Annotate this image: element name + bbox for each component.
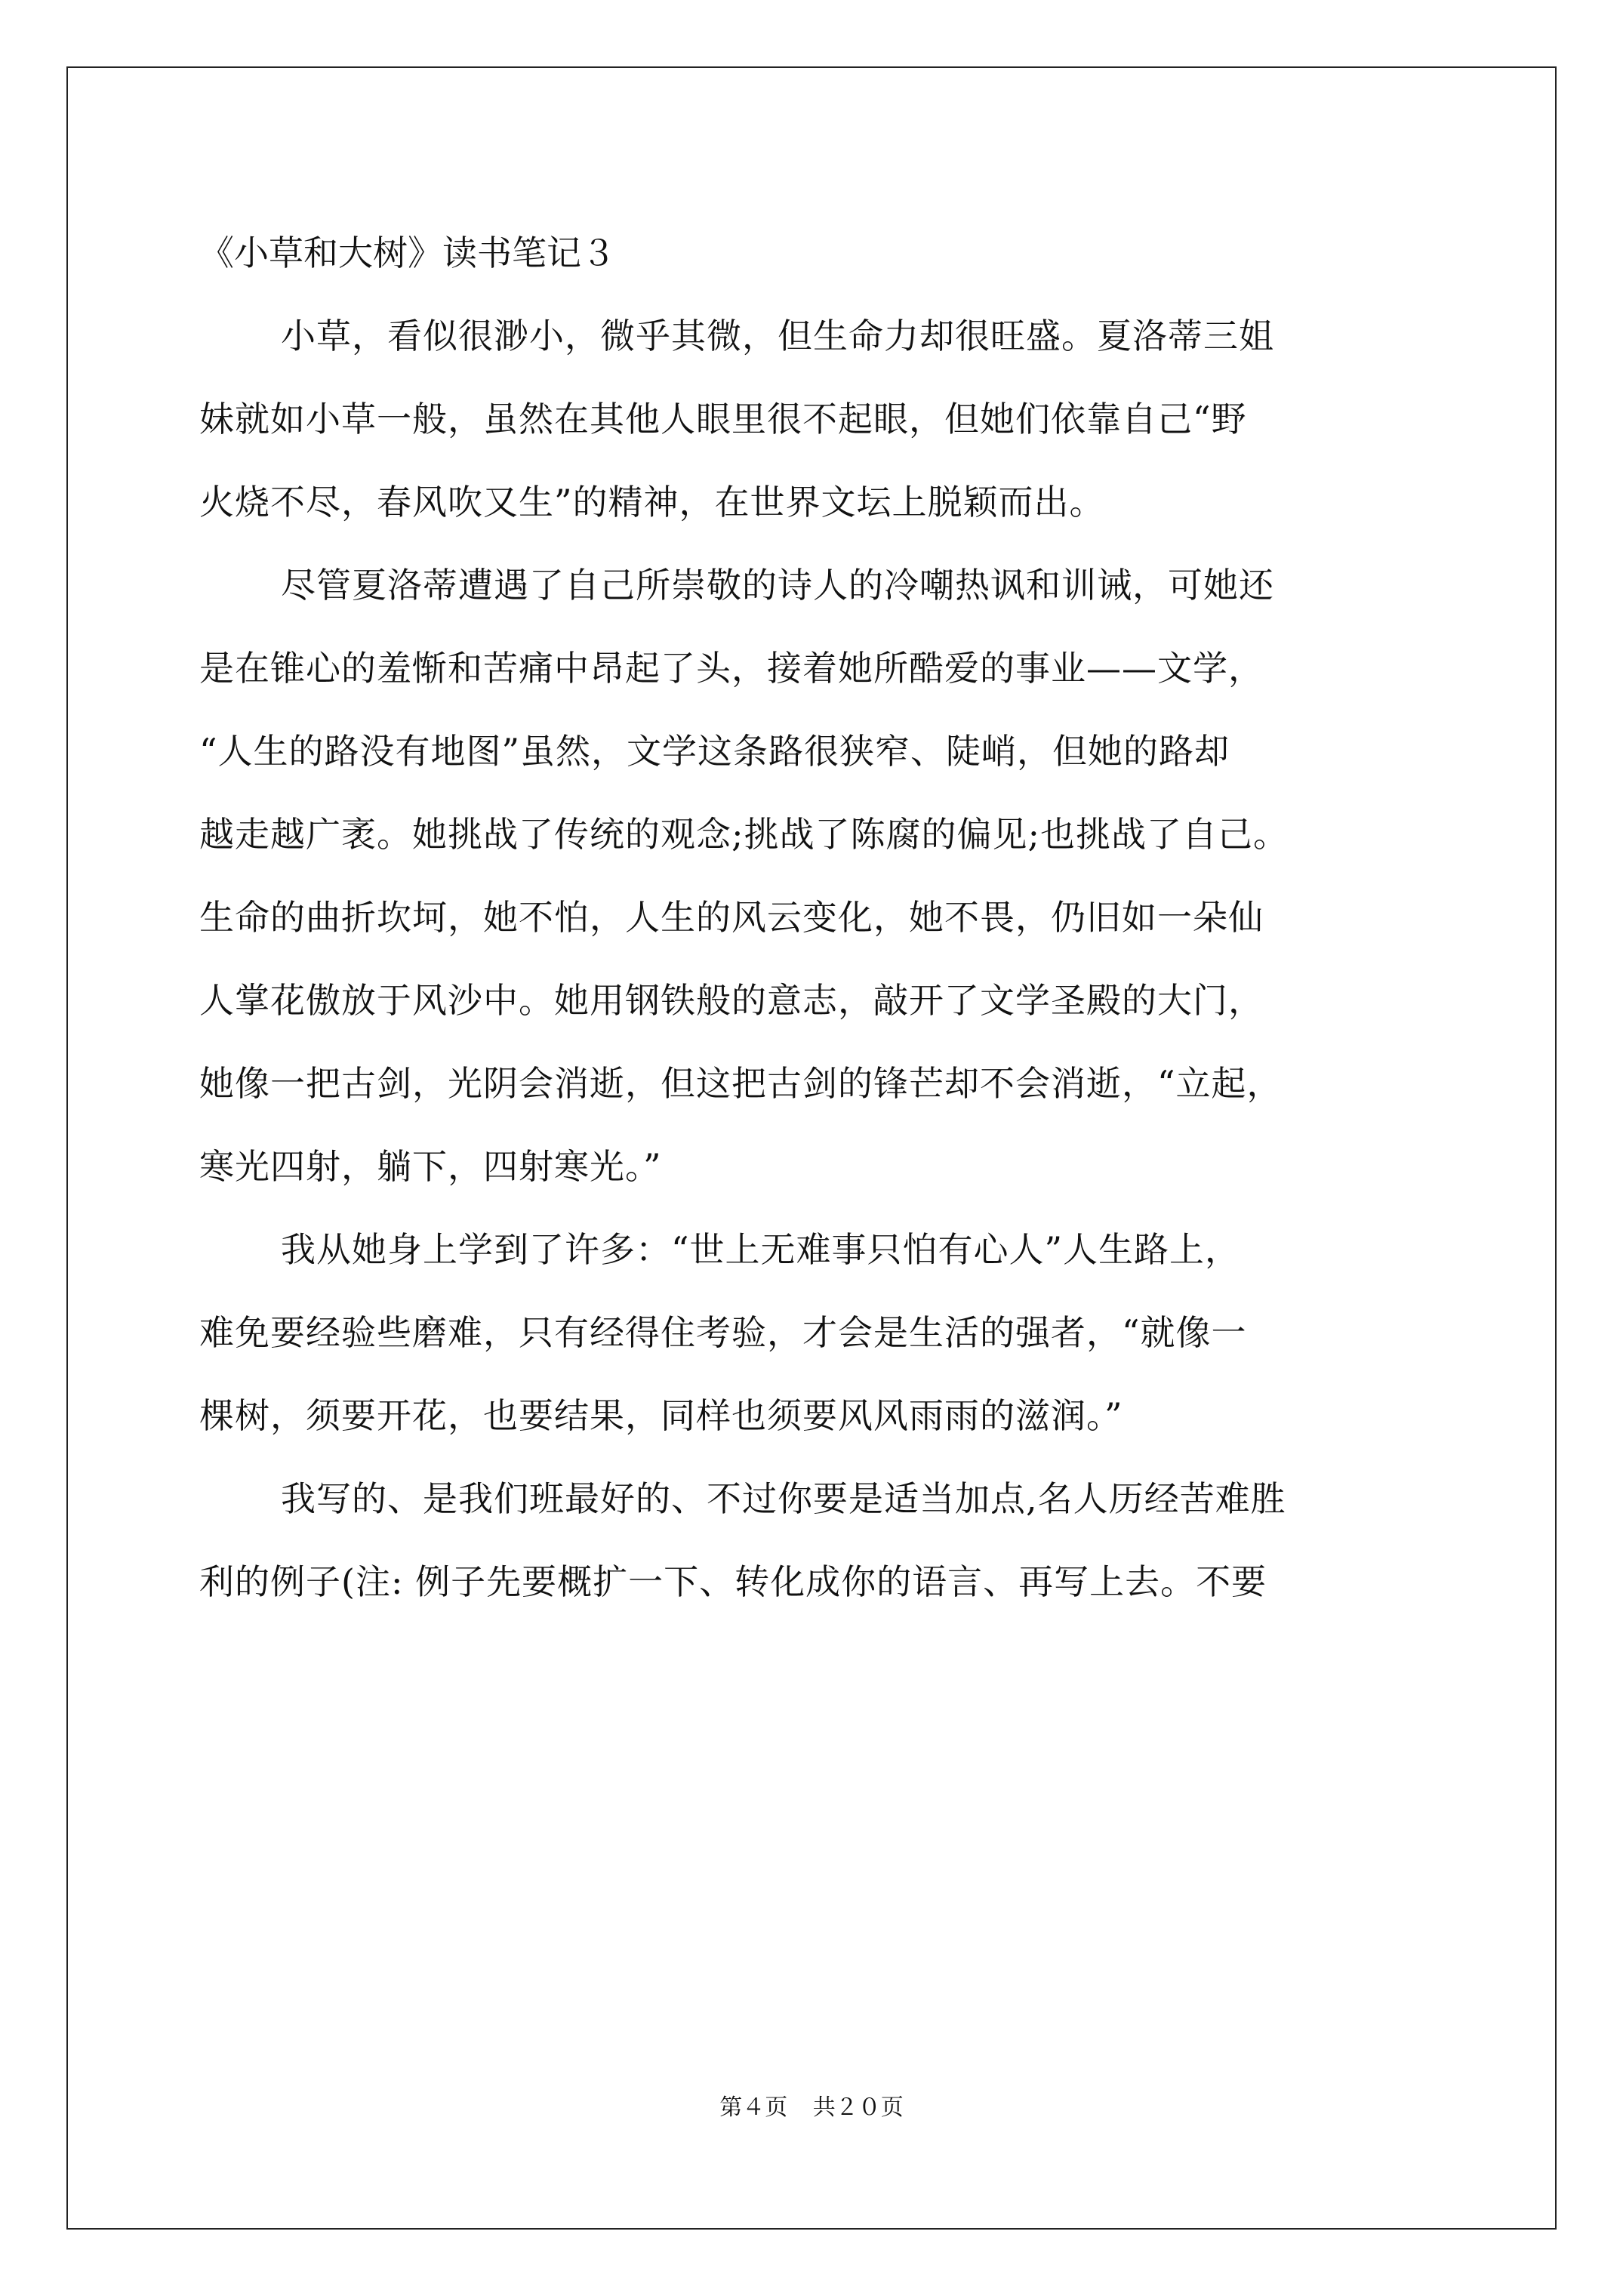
text-line: 小草，看似很渺小，微乎其微，但生命力却很旺盛。夏洛蒂三姐	[281, 316, 1274, 356]
text-line: 是在锥心的羞惭和苦痛中昂起了头，接着她所酷爱的事业——文学，	[199, 648, 1264, 689]
text-line: 越走越广袤。她挑战了传统的观念;挑战了陈腐的偏见;也挑战了自己。	[199, 814, 1289, 855]
document-title: 《小草和大树》读书笔记３	[199, 233, 616, 273]
text-line: 棵树，须要开花，也要结果，同样也须要风风雨雨的滋润。”	[199, 1395, 1123, 1436]
text-line: 我从她身上学到了许多：“世上无难事只怕有心人”人生路上，	[281, 1229, 1241, 1270]
page-total: 共２０页	[812, 2094, 904, 2121]
text-line: 尽管夏洛蒂遭遇了自己所崇敬的诗人的冷嘲热讽和训诫，可她还	[281, 565, 1274, 606]
text-line: 人掌花傲放于风沙中。她用钢铁般的意志，敲开了文学圣殿的大门，	[199, 980, 1264, 1021]
text-line: 寒光四射，躺下，四射寒光。”	[199, 1146, 662, 1187]
text-line: “人生的路没有地图”虽然，文学这条路很狭窄、陡峭，但她的路却	[199, 731, 1230, 772]
page-footer	[0, 2093, 1623, 2123]
text-line: 难免要经验些磨难，只有经得住考验，才会是生活的强者，“就像一	[199, 1312, 1247, 1353]
text-line: 妹就如小草一般，虽然在其他人眼里很不起眼，但她们依靠自己“野	[199, 399, 1247, 439]
page-number: 第４页	[719, 2094, 788, 2121]
text-line: 利的例子(注: 例子先要概扩一下、转化成你的语言、再写上去。不要	[199, 1561, 1267, 1602]
document-body	[199, 211, 1437, 1623]
paragraph-lines	[199, 294, 1437, 1623]
text-line: 生命的曲折坎坷，她不怕，人生的风云变化，她不畏，仍旧如一朵仙	[199, 897, 1264, 938]
text-line: 我写的、是我们班最好的、不过你要是适当加点,名人历经苦难胜	[281, 1478, 1286, 1519]
text-line: 火烧不尽，春风吹又生”的精神，在世界文坛上脱颖而出。	[199, 482, 1105, 522]
text-line: 她像一把古剑，光阴会消逝，但这把古剑的锋芒却不会消逝，“立起，	[199, 1063, 1283, 1104]
